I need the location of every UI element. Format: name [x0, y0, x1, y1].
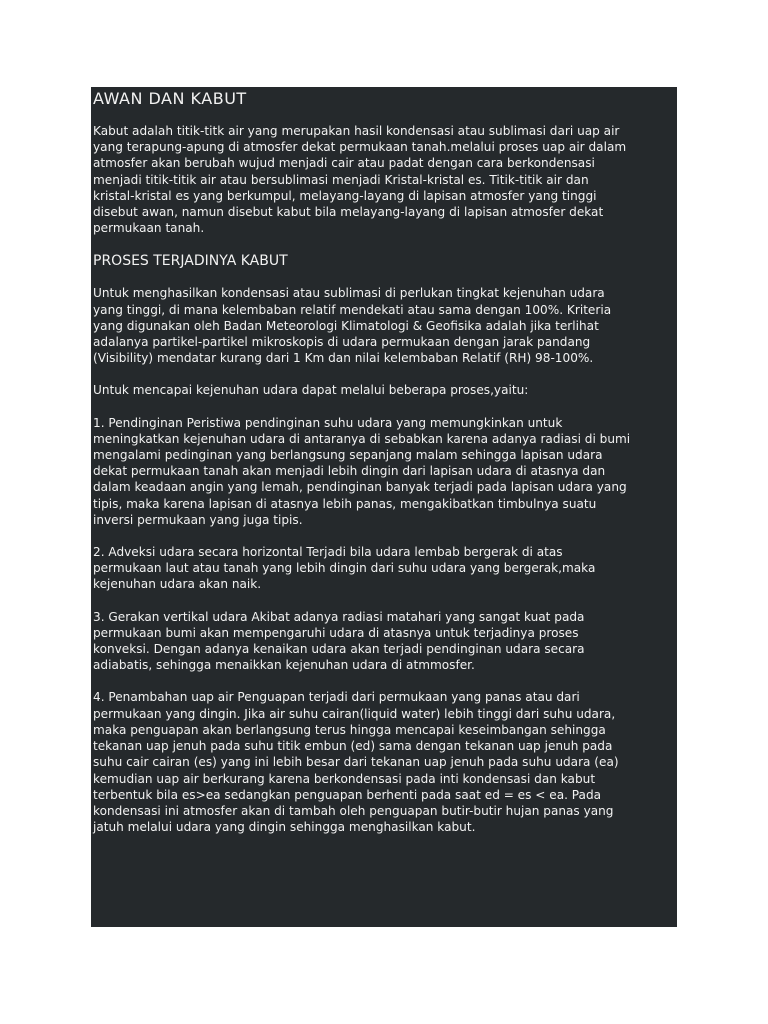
criteria-paragraph: Untuk menghasilkan kondensasi atau sublimasi di perlukan tingkat kejenuhan udara yang tinggi, di mana kelembaban relatif mendekati atau sama dengan 100%. Kriteria yang digunakan oleh Badan Meteorologi Klimatologi & Geofisika adalah jika terlihat adalanya partikel-partikel mikroskopis di udara permukaan dengan jarak pandang (Visibility) mendatar kurang dari 1 Km dan nilai kelembaban Relatif (RH) 98-100%. — [93, 286, 612, 366]
process-intro-paragraph: Untuk mencapai kejenuhan udara dapat melalui beberapa proses,yaitu: — [93, 383, 529, 398]
section-heading: PROSES TERJADINYA KABUT — [93, 253, 288, 270]
process-item-2: 2. Adveksi udara secara horizontal Terjadi bila udara lembab bergerak di atas permukaan laut atau tanah yang lebih dingin dari suhu udara yang bergerak,maka kejenuhan udara akan naik. — [93, 545, 596, 592]
process-item-1: 1. Pendinginan Peristiwa pendinginan suhu udara yang memungkinkan untuk meningkatkan kejenuhan udara di antaranya di sebabkan karena adanya radiasi di bumi mengalami pedinginan yang berlangsung sepanjang malam sehingga lapisan udara dekat permukaan tanah akan menjadi lebih dingin dari lapisan udara di atasnya dan dalam keadaan angin yang lemah, pendinginan banyak terjadi pada lapisan udara yang tipis, maka karena lapisan di atasnya lebih panas, mengakibatkan timbulnya suatu inversi permukaan yang juga tipis. — [93, 415, 631, 527]
process-item-3: 3. Gerakan vertikal udara Akibat adanya radiasi matahari yang sangat kuat pada permukaan bumi akan mempengaruhi udara di atasnya untuk terjadinya proses konveksi. Dengan adanya kenaikan udara akan terjadi pendinginan udara secara adiabatis, sehingga menaikkan kejenuhan udara di atmmosfer. — [93, 609, 585, 673]
document-panel — [91, 87, 677, 927]
process-item-4: 4. Penambahan uap air Penguapan terjadi dari permukaan yang panas atau dari permukaan yang dingin. Jika air suhu cairan(liquid water) lebih tinggi dari suhu udara, maka penguapan akan berlangsung terus hingga mencapai keseimbangan sehingga tekanan uap jenuh pada suhu titik embun (ed) sama dengan tekanan uap jenuh pada suhu cair cairan (es) yang ini lebih besar dari tekanan uap jenuh pada suhu udara (ea) kemudian uap air berkurang karena berkondensasi pada inti kondensasi dan kabut terbentuk bila es>ea sedangkan penguapan berhenti pada saat ed = es < ea. Pada kondensasi ini atmosfer akan di tambah oleh penguapan butir-butir hujan panas yang jatuh melalui udara yang dingin sehingga menghasilkan kabut. — [93, 690, 619, 835]
intro-paragraph: Kabut adalah titik-titk air yang merupakan hasil kondensasi atau sublimasi dari uap air yang terapung-apung di atmosfer dekat permukaan tanah.melalui proses uap air dalam atmosfer akan berubah wujud menjadi cair atau padat dengan cara berkondensasi menjadi titik-titik air atau bersublimasi menjadi Kristal-kristal es. Titik-titik air dan kristal-kristal es yang berkumpul, melayang-layang di lapisan atmosfer yang tinggi disebut awan, namun disebut kabut bila melayang-layang di lapisan atmosfer dekat permukaan tanah. — [93, 124, 627, 236]
document-title: AWAN DAN KABUT — [93, 89, 247, 108]
